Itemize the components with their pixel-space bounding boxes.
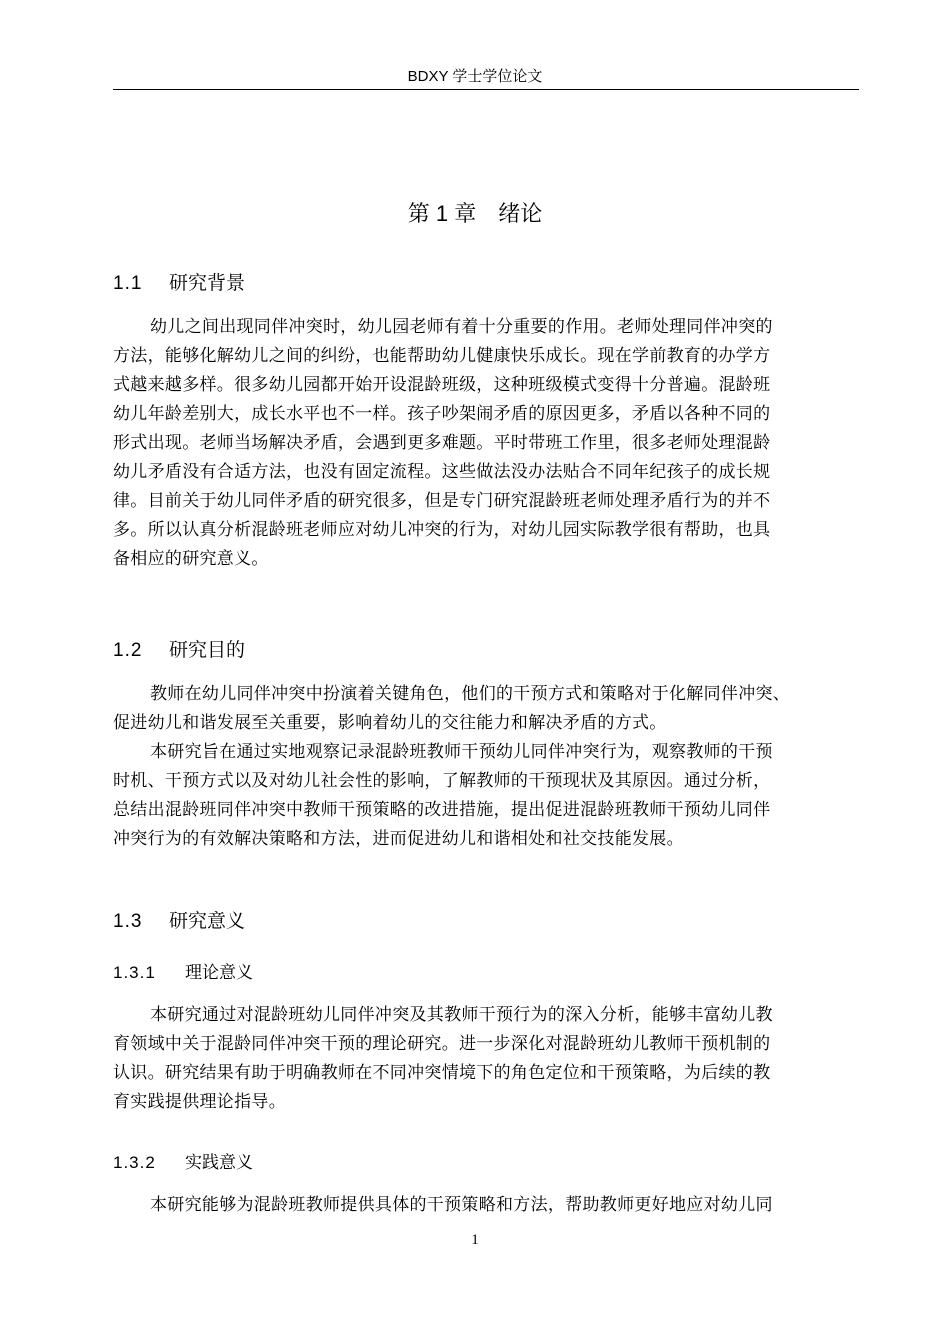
section-number: 1.2 [113, 640, 143, 661]
section-title: 研究意义 [169, 911, 246, 932]
running-header: BDXY 学士学位论文 [407, 68, 543, 85]
paragraph-line: 时机、干预方式以及对幼儿社会性的影响，了解教师的干预现状及其原因。通过分析， [113, 771, 771, 791]
paragraph-line: 方法，能够化解幼儿之间的纠纷，也能帮助幼儿健康快乐成长。现在学前教育的办学方 [113, 346, 771, 366]
section-heading-1-1 [113, 271, 245, 297]
paragraph-line: 式越来越多样。很多幼儿园都开始开设混龄班级，这种班级模式变得十分普遍。混龄班 [113, 375, 771, 395]
subsection-title: 理论意义 [185, 963, 253, 982]
paragraph-line: 教师在幼儿同伴冲突中扮演着关键角色，他们的干预方式和策略对于化解同伴冲突、 [150, 684, 791, 704]
page-number: 1 [471, 1232, 479, 1248]
paragraph-line: 幼儿年龄差别大，成长水平也不一样。孩子吵架闹矛盾的原因更多，矛盾以各种不同的 [113, 404, 771, 424]
section-heading-1-3 [113, 909, 245, 935]
paragraph-line: 认识。研究结果有助于明确教师在不同冲突情境下的角色定位和干预策略，为后续的教 [113, 1063, 771, 1083]
paragraph-line: 冲突行为的有效解决策略和方法，进而促进幼儿和谐相处和社交技能发展。 [113, 829, 684, 849]
header-rule [113, 89, 859, 90]
chapter-title [0, 200, 950, 228]
paragraph-line: 总结出混龄班同伴冲突中教师干预策略的改进措施，提出促进混龄班教师干预幼儿同伴 [113, 800, 771, 820]
subsection-number: 1.3.2 [113, 1153, 156, 1172]
paragraph-line: 多。所以认真分析混龄班老师应对幼儿冲突的行为，对幼儿园实际教学很有帮助，也具 [113, 520, 771, 540]
paragraph-line: 本研究能够为混龄班教师提供具体的干预策略和方法，帮助教师更好地应对幼儿同 [150, 1195, 773, 1215]
paragraph-line: 育领域中关于混龄同伴冲突干预的理论研究。进一步深化对混龄班幼儿教师干预机制的 [113, 1034, 771, 1054]
paragraph-line: 形式出现。老师当场解决矛盾，会遇到更多难题。平时带班工作里，很多老师处理混龄 [113, 433, 771, 453]
chapter-name: 绪论 [498, 201, 543, 226]
section-heading-1-2 [113, 638, 245, 664]
paragraph-line: 本研究旨在通过实地观察记录混龄班教师干预幼儿同伴冲突行为，观察教师的干预 [150, 742, 773, 762]
paragraph-line: 备相应的研究意义。 [113, 549, 269, 569]
paragraph-line: 本研究通过对混龄班幼儿同伴冲突及其教师干预行为的深入分析，能够丰富幼儿教 [150, 1005, 773, 1025]
paragraph-line: 育实践提供理论指导。 [113, 1092, 286, 1112]
section-title: 研究背景 [169, 273, 246, 294]
paragraph-line: 幼儿矛盾没有合适方法，也没有固定流程。这些做法没办法贴合不同年纪孩子的成长规 [113, 462, 771, 482]
section-title: 研究目的 [169, 640, 246, 661]
subsection-heading-1-3-2 [113, 1151, 253, 1175]
chapter-number: 第 1 章 [407, 201, 477, 226]
subsection-heading-1-3-1 [113, 961, 253, 985]
paragraph-line: 幼儿之间出现同伴冲突时，幼儿园老师有着十分重要的作用。老师处理同伴冲突的 [150, 317, 773, 337]
paragraph-line: 律。目前关于幼儿同伴矛盾的研究很多，但是专门研究混龄班老师处理矛盾行为的并不 [113, 491, 771, 511]
paragraph-line: 促进幼儿和谐发展至关重要，影响着幼儿的交往能力和解决矛盾的方式。 [113, 713, 667, 733]
section-number: 1.1 [113, 273, 143, 294]
subsection-number: 1.3.1 [113, 963, 156, 982]
section-number: 1.3 [113, 911, 143, 932]
subsection-title: 实践意义 [185, 1153, 253, 1172]
